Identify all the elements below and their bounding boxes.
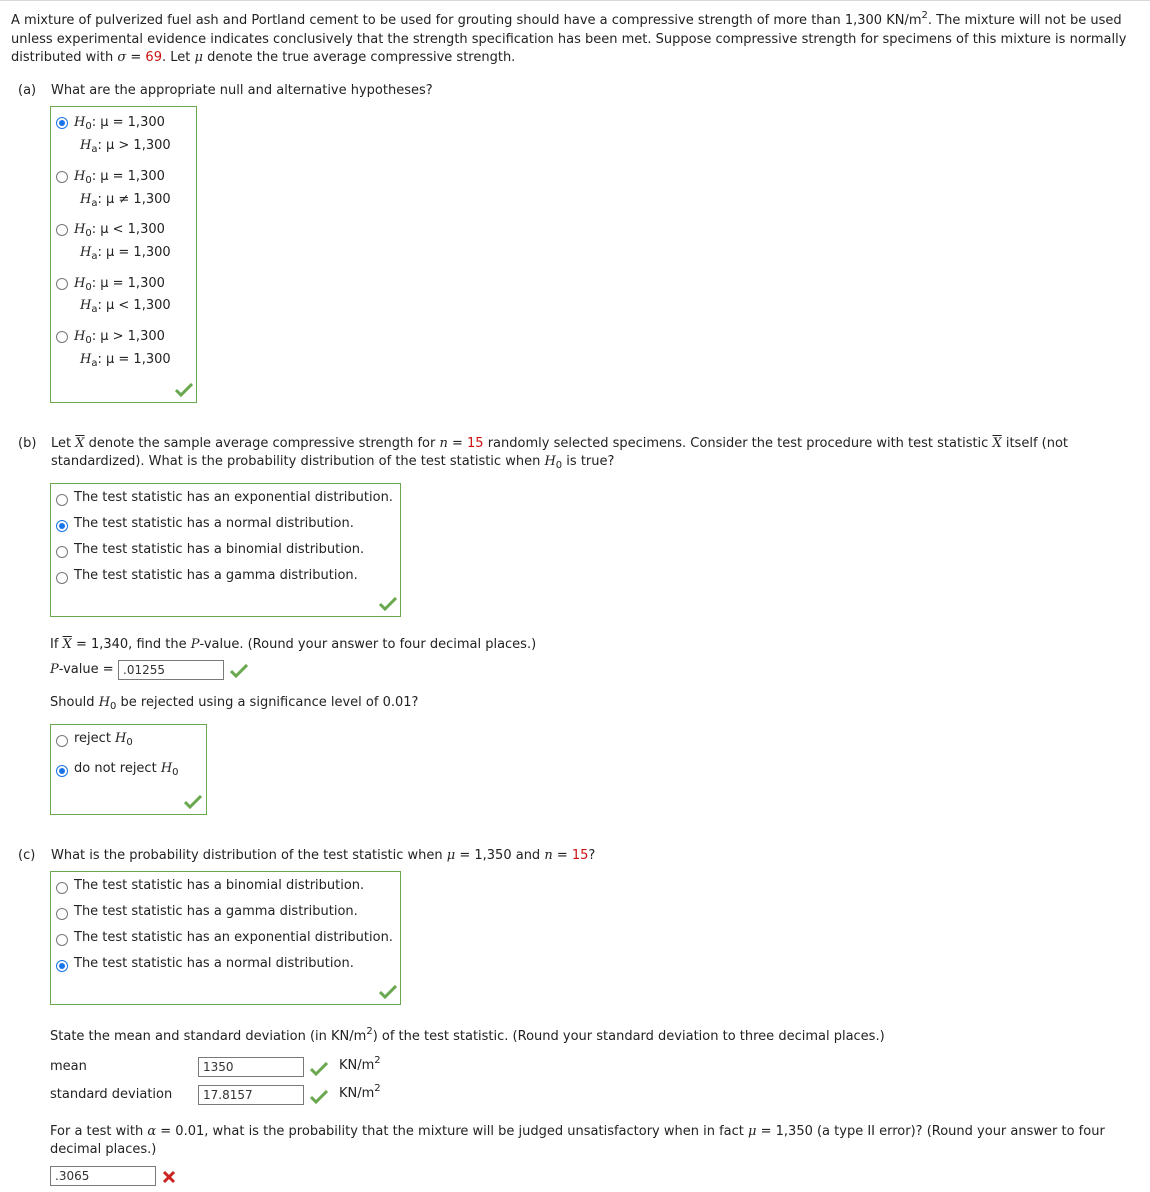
radio-button[interactable]: [56, 494, 68, 506]
correct-check-icon: [379, 597, 397, 611]
part-b-distribution-box: The test statistic has an exponential distribution. The test statistic has a normal distribution. The test statistic has a binomial distribution. The test statistic has a gamma distribution.: [50, 483, 401, 617]
sd-input[interactable]: 17.8157: [198, 1085, 304, 1105]
radio-button[interactable]: [56, 572, 68, 584]
part-a-answer-box: $H_0$: μ = 1,300 $H_a$: μ > 1,300 $H_0$: μ = 1,300 $H_a$: μ ≠ 1,300 $H_0$: μ < 1,300 $H_a$: μ = 1,300 $H_0$: μ = 1,300 $H_a$: μ < 1,300 $H_0$: μ > 1,300 $H_a$: μ = 1,300: [50, 106, 197, 403]
part-b-question: (b) Let $\overline{X}$ denote the sample average compressive strength for n = 15 randomly selected specimens. Consider the test procedure with test statistic $\overline{X}$ itself (not standardized). What is the probability distribution of the test statistic when $H_0$ is true?: [18, 436, 1069, 471]
correct-check-icon: [230, 664, 248, 678]
p-value-question: If $\overline{X} = 1,340$, find the P-value. (Round your answer to four decimal places.): [50, 637, 537, 652]
part-c-question: (c) What is the probability distribution of the test statistic when μ = 1,350 and n = 15?: [18, 848, 596, 863]
radio-button[interactable]: [56, 224, 68, 236]
mean-unit: $KN/m^2$: [339, 1055, 381, 1073]
mean-sd-question: State the mean and standard deviation (in $KN/m^2$) of the test statistic. (Round your standard deviation to three decimal places.): [50, 1026, 885, 1044]
correct-check-icon: [310, 1062, 328, 1076]
problem-statement: A mixture of pulverized fuel ash and Portland cement to be used for grouting should have a compressive strength of more than 1,300 $KN/m^2$. The mixture will not be used unless experimental evidence indicates conclusively that the strength specification has been met. Suppose compressive strength for specimens of this mixture is normally distributed with σ = 69. Let μ denote the true average compressive strength.: [11, 10, 1127, 65]
correct-check-icon: [379, 985, 397, 999]
type-ii-question: For a test with α = 0.01, what is the probability that the mixture will be judged unsatisfactory when in fact μ = 1,350 (a type II error)? (Round your answer to four decimal places.): [50, 1124, 1105, 1157]
radio-button[interactable]: [56, 960, 68, 972]
type-ii-input[interactable]: .3065: [50, 1166, 156, 1186]
incorrect-x-icon: [162, 1170, 176, 1184]
mean-label: mean: [50, 1059, 87, 1074]
radio-button[interactable]: [56, 882, 68, 894]
radio-button[interactable]: [56, 546, 68, 558]
reject-question: Should $H_0$ be rejected using a significance level of 0.01?: [50, 695, 419, 712]
top-divider: [0, 0, 1150, 1]
part-a-question: (a) What are the appropriate null and alternative hypotheses?: [18, 83, 433, 98]
radio-button[interactable]: [56, 278, 68, 290]
radio-button[interactable]: [56, 171, 68, 183]
part-c-distribution-box: The test statistic has a binomial distribution. The test statistic has a gamma distribution. The test statistic has an exponential distribution. The test statistic has a normal distribution.: [50, 871, 401, 1005]
correct-check-icon: [310, 1090, 328, 1104]
mean-input[interactable]: 1350: [198, 1057, 304, 1077]
reject-decision-box: reject $H_0$ do not reject $H_0$: [50, 724, 207, 815]
radio-button[interactable]: [56, 765, 68, 777]
radio-button[interactable]: [56, 735, 68, 747]
radio-button[interactable]: [56, 520, 68, 532]
radio-button[interactable]: [56, 908, 68, 920]
sd-label: standard deviation: [50, 1087, 173, 1102]
p-value-input[interactable]: .01255: [118, 660, 224, 680]
correct-check-icon: [184, 795, 202, 809]
radio-button[interactable]: [56, 331, 68, 343]
correct-check-icon: [175, 383, 193, 397]
p-value-label: P-value =: [50, 662, 114, 677]
radio-button[interactable]: [56, 934, 68, 946]
sd-unit: $KN/m^2$: [339, 1083, 381, 1101]
radio-button[interactable]: [56, 117, 68, 129]
